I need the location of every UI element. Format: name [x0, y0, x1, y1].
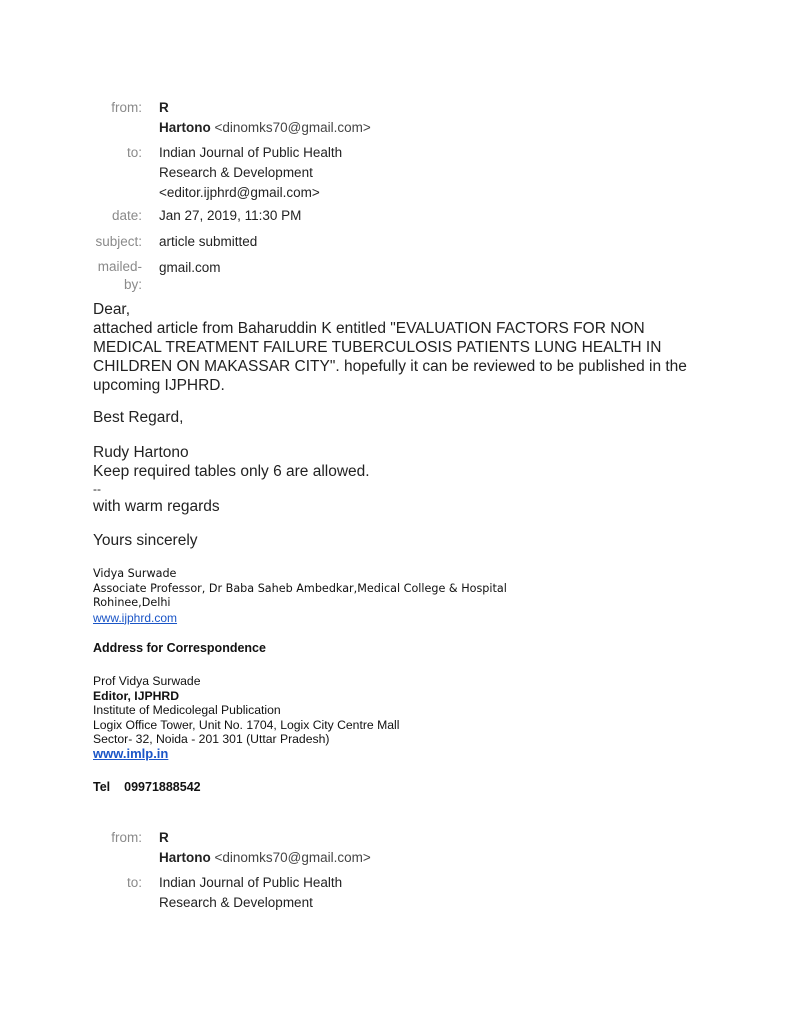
telephone: [93, 780, 201, 794]
email-body: [93, 300, 687, 395]
recipient-email[interactable]: <editor.ijphrd@gmail.com>: [159, 185, 320, 200]
tel-number[interactable]: 09971888542: [124, 780, 201, 794]
recipient-line1: Indian Journal of Public Health: [159, 145, 343, 160]
sender-signoff: [93, 443, 370, 516]
from-label: from:: [111, 100, 142, 115]
separator-dashes: --: [93, 482, 101, 496]
date-label: date:: [111, 208, 142, 223]
correspondence-heading: Address for Correspondence: [93, 641, 266, 655]
sender-name-line1: R: [159, 100, 169, 115]
to-label: to:: [126, 875, 142, 890]
body-paragraph-line: CHILDREN ON MAKASSAR CITY". hopefully it can be reviewed to be published in the: [93, 358, 687, 375]
correspondence-address: [93, 674, 399, 761]
best-regard: Best Regard,: [93, 409, 184, 426]
from-label: from:: [111, 830, 142, 845]
sender-email[interactable]: <dinomks70@gmail.com>: [214, 850, 371, 865]
from-value: [159, 98, 371, 138]
signature-title: Associate Professor, Dr Baba Saheb Ambedkar,Medical College & Hospital: [93, 581, 507, 595]
signature-website-link[interactable]: www.ijphrd.com: [93, 610, 178, 625]
signature-location: Rohinee,Delhi: [93, 596, 171, 609]
signature-block: [93, 567, 507, 625]
correspondence-name: Prof Vidya Surwade: [93, 674, 201, 688]
sender-full-name: Rudy Hartono: [93, 444, 189, 461]
tel-label: Tel: [93, 780, 111, 794]
mailed-by-value: gmail.com: [159, 260, 221, 275]
recipient-line2: Research & Development: [159, 165, 313, 180]
yours-sincerely: Yours sincerely: [93, 532, 198, 549]
correspondence-role: Editor, IJPHRD: [93, 688, 180, 703]
recipient-line2: Research & Development: [159, 895, 313, 910]
sender-name-line2: Hartono: [159, 850, 211, 865]
mailed-by-label-line2: by:: [123, 277, 142, 292]
to-label: to:: [126, 145, 142, 160]
subject-label: subject:: [95, 234, 142, 249]
warm-regards: with warm regards: [93, 498, 220, 515]
sender-email[interactable]: <dinomks70@gmail.com>: [214, 120, 371, 135]
mailed-by-label-line1: mailed-: [97, 259, 142, 274]
greeting: Dear,: [93, 301, 131, 318]
address-line: Logix Office Tower, Unit No. 1704, Logix City Centre Mall: [93, 717, 400, 732]
recipient-line1: Indian Journal of Public Health: [159, 875, 343, 890]
body-paragraph-line: upcoming IJPHRD.: [93, 377, 225, 394]
subject-value: article submitted: [159, 234, 258, 249]
address-line: Sector- 32, Noida - 201 301 (Uttar Pradesh): [93, 732, 330, 746]
signature-name: Vidya Surwade: [93, 567, 177, 580]
from-value: [159, 828, 371, 868]
publisher-website-link[interactable]: www.imlp.in: [93, 745, 169, 761]
sender-name-line2: Hartono: [159, 120, 211, 135]
date-value: Jan 27, 2019, 11:30 PM: [159, 208, 302, 223]
sender-name-line1: R: [159, 830, 169, 845]
address-line: Institute of Medicolegal Publication: [93, 703, 281, 717]
body-paragraph-line: MEDICAL TREATMENT FAILURE TUBERCULOSIS PATIENTS LUNG HEALTH IN: [93, 339, 662, 356]
mailed-by-label: [98, 258, 142, 294]
to-value: [159, 873, 342, 913]
body-paragraph-line: attached article from Baharuddin K entitled "EVALUATION FACTORS FOR NON: [93, 320, 645, 337]
reply-note: Keep required tables only 6 are allowed.: [93, 463, 370, 480]
to-value: [159, 143, 342, 203]
